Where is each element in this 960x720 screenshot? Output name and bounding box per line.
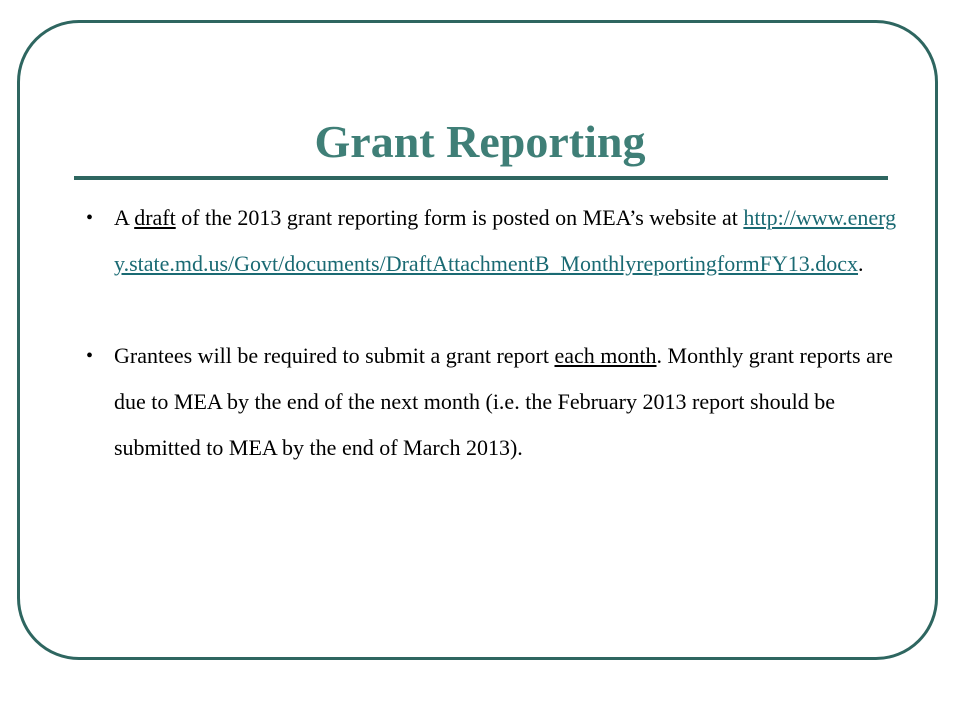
underlined-phrase-each-month: each month: [554, 343, 657, 368]
bullet-text: . Monthly grant reports are due to MEA by the end of the next month (i.e. the February 2013 report should be submitted to MEA by the end of March 2013).: [114, 343, 893, 460]
bullet-text: of the 2013 grant reporting form is posted on MEA’s website at: [175, 205, 744, 230]
bullet-text: .: [858, 251, 864, 276]
bullet-marker: •: [86, 345, 94, 367]
bullet-item-draft-form: [86, 195, 906, 287]
form-url-link[interactable]: http://www.energy.state.md.us/Govt/documents/DraftAttachmentB_MonthlyreportingformFY13.docx: [114, 205, 897, 276]
bullet-text: Grantees will be required to submit a grant report: [114, 343, 555, 368]
bullet-text: A: [114, 205, 135, 230]
bullet-item-monthly-reports: [86, 333, 906, 471]
underlined-word-draft: draft: [134, 205, 176, 230]
slide-title: Grant Reporting: [314, 116, 646, 167]
bullet-list: [86, 195, 906, 471]
bullet-marker: •: [86, 207, 94, 229]
title-underline-rule: [74, 176, 888, 180]
